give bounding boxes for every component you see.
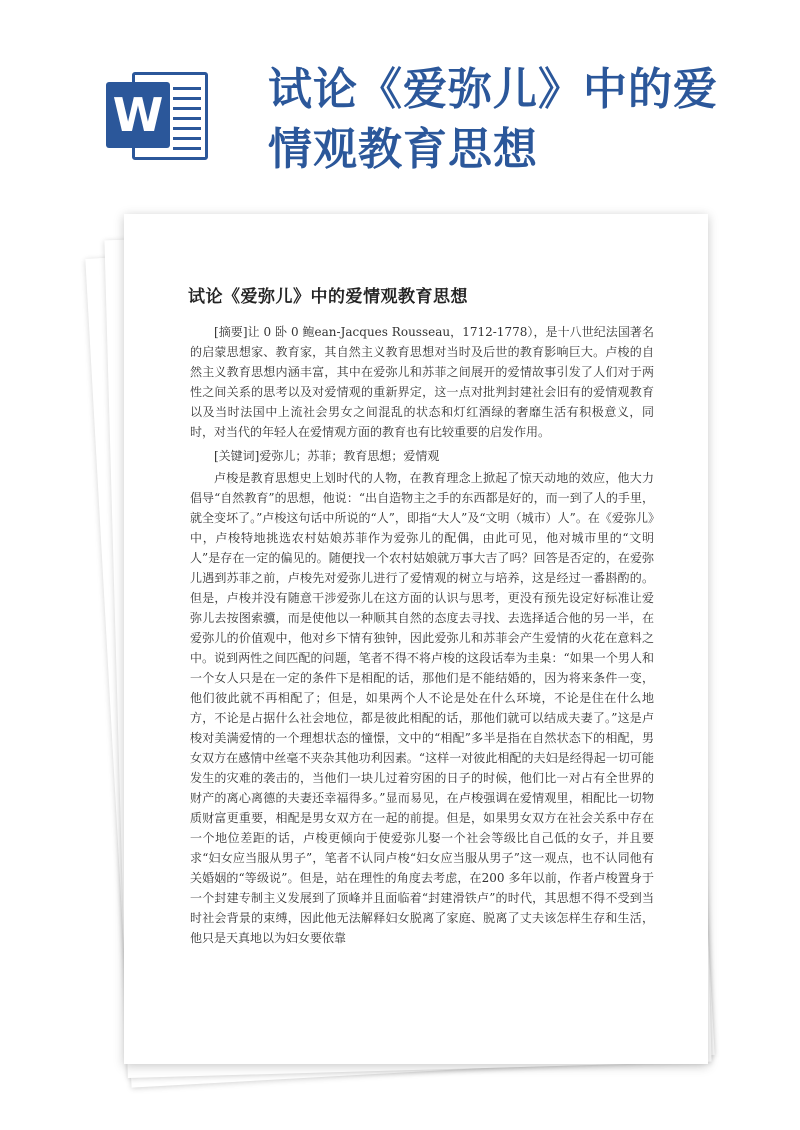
body-paragraph: 卢梭是教育思想史上划时代的人物，在教育理念上掀起了惊天动地的效应，他大力倡导“自然教育”的思想，他说：“出自造物主之手的东西都是好的，而一到了人的手里，就全变坏了。”卢梭这句话中所说的“人”，即指“大人”及“文明（城市）人”。在《爱弥儿》中，卢梭特地挑选农村姑娘苏菲作为爱弥儿的配偶，由此可见，他对城市里的“文明人”是存在一定的偏见的。随便找一个农村姑娘就万事大吉了吗？回答是否定的，在爱弥儿遇到苏菲之前，卢梭先对爱弥儿进行了爱情观的树立与培养，这是经过一番斟酌的。但是，卢梭并没有随意干涉爱弥儿在这方面的认识与思考，更没有预先设定好标准让爱弥儿去按图索骥，而是使他以一种顺其自然的态度去寻找、去选择适合他的另一半，在爱弥儿的价值观中，他对乡下情有独钟，因此爱弥儿和苏菲会产生爱情的火花在意料之中。说到两性之间匹配的问题，笔者不得不将卢梭的这段话奉为圭臬：“如果一个男人和一个女人只是在一定的条件下是相配的话，那他们是不能结婚的，因为将来条件一变，他们彼此就不再相配了；但是，如果两个人不论是处在什么环境，不论是住在什么地方，不论是占据什么社会地位，都是彼此相配的话，那他们就可以结成夫妻了。”这是卢梭对美满爱情的一个理想状态的憧憬，文中的“相配”多半是指在自然状态下的相配，男女双方在感情中丝毫不夹杂其他功利因素。“这样一对彼此相配的夫妇是经得起一切可能发生的灾难的袭击的，当他们一块儿过着穷困的日子的时候，他们比一对占有全世界的财产的离心离德的夫妻还幸福得多。”显而易见，在卢梭强调在爱情观里，相配比一切物质财富更重要，相配是男女双方在一起的前提。但是，如果男女双方在社会关系中存在一个地位差距的话，卢梭更倾向于使爱弥儿娶一个社会等级比自己低的女子，并且要求“妇女应当服从男子”，笔者不认同卢梭“妇女应当服从男子”这一观点，也不认同他有关婚姻的“等级说”。但是，站在理性的角度去考虑，在200 多年以前，作者卢梭置身于一个封建专制主义发展到了顶峰并且面临着“封建滑铁卢”的时代，其思想不得不受到当时社会背景的束缚，因此他无法解释妇女脱离了家庭、脱离了丈夫该怎样生存和生活，他只是天真地以为妇女要依靠: [190, 471, 654, 945]
document-title: 试论《爱弥儿》中的爱情观教育思想: [188, 287, 468, 307]
abstract-paragraph: [190, 322, 654, 442]
word-logo: [92, 72, 212, 162]
keywords-label: [关键词]: [214, 449, 260, 463]
keywords-paragraph: [190, 446, 654, 466]
word-w-badge: W: [106, 82, 170, 148]
keywords-text: 爱弥儿；苏菲；教育思想；爱情观: [259, 449, 440, 463]
document-body: [190, 322, 654, 952]
hero-title: 试论《爱弥儿》中的爱情观教育思想: [268, 64, 718, 175]
abstract-text: 让 0 卧 0 鲍ean-Jacques Rousseau，1712-1778），是十八世纪法国著名的启蒙思想家、教育家，其自然主义教育思想对当时及后世的教育影响巨大。卢梭的自然主义教育思想内涵丰富，其中在爱弥儿和苏菲之间展开的爱情故事引发了人们对于两性之间关系的思考以及对爱情观的重新界定，这一点对批判封建社会旧有的爱情观教育以及当时法国中上流社会男女之间混乱的状态和灯红酒绿的奢靡生活有积极意义，同时，对当代的年轻人在爱情观方面的教育也有比较重要的启发作用。: [190, 325, 654, 439]
abstract-label: [摘要]: [214, 325, 248, 339]
